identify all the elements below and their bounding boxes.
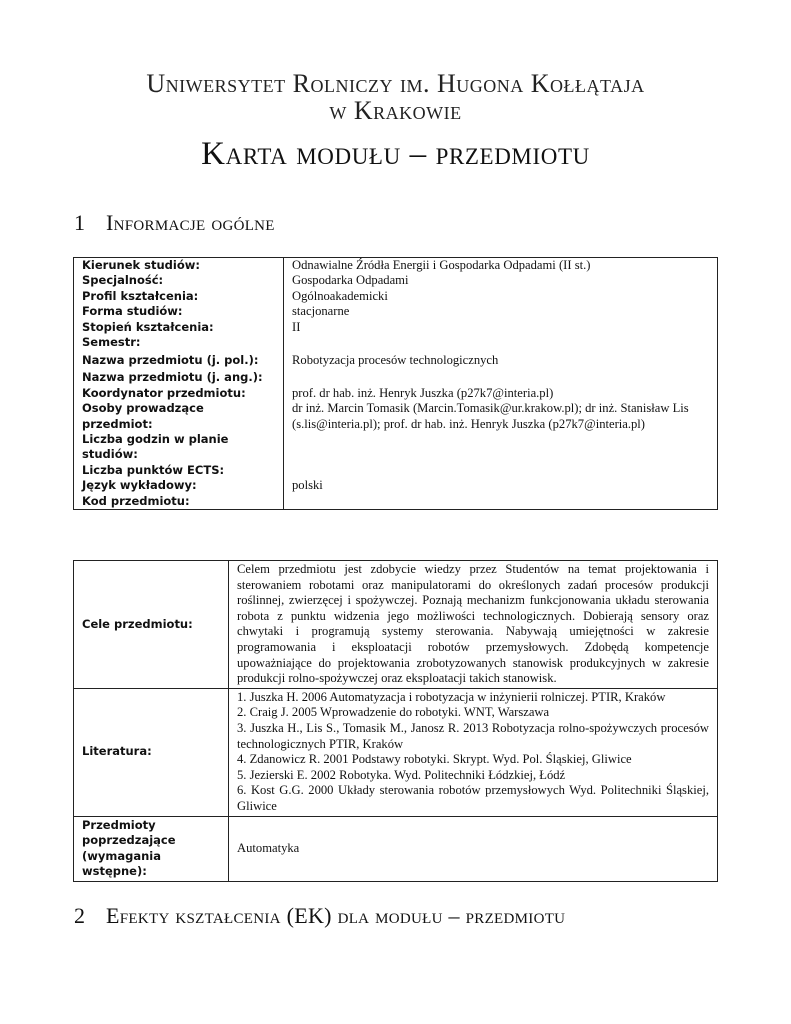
literature-item: 6. Kost G.G. 2000 Układy sterowania robotów przemysłowych Wyd. Politechniki Śląskiej, Gliwice	[237, 783, 709, 813]
row-value: Odnawialne Źródła Energii i Gospodarka Odpadami (II st.)	[284, 258, 718, 274]
literature-label: Literatura:	[74, 688, 229, 816]
row-value	[284, 370, 718, 385]
literature-item: 1. Juszka H. 2006 Automatyzacja i robotyzacja w inżynierii rolniczej. PTIR, Kraków	[237, 689, 666, 704]
table-row	[74, 258, 718, 274]
row-label: Nazwa przedmiotu (j. ang.):	[74, 370, 284, 385]
row-label: Liczba godzin w planie studiów:	[74, 432, 284, 463]
university-name	[0, 70, 791, 124]
literature-item: 3. Juszka H., Lis S., Tomasik M., Janosz R. 2013 Robotyzacja rolno-spożywczych procesów technologicznych PTIR, Kraków	[237, 720, 709, 751]
goals-label: Cele przedmiotu:	[74, 561, 229, 689]
table-row	[74, 688, 718, 816]
row-label: Specjalność:	[74, 273, 284, 288]
table-row	[74, 370, 718, 385]
section-number: 1	[74, 210, 86, 235]
document-title: Karta modułu – przedmiotu	[201, 136, 590, 172]
table-row	[74, 494, 718, 510]
goals-text: Celem przedmiotu jest zdobycie wiedzy przez Studentów na temat projektowania i sterowaniem robotami oraz manipulatorami do określonych zadań procesów produkcji roślinnej, zwierzęcej i spożywczej. Poznają mechanizm funkcjonowania układu sterowania robota z punktu widzenia jego możliwości technologicznych. Dobierają sensory oraz chwytaki i programują systemy sterowania. Nabywają umiejętności w zakresie programowania i eksploatacji robotów przemysłowych. Zdobędą kompetencje upoważniające do projektowania zrobotyzowanych stanowisk produkcyjnych w zakresie produkcji rolno-spożywczej oraz eksploatacji takich stanowisk.	[229, 561, 718, 689]
literature-item: 2. Craig J. 2005 Wprowadzenie do robotyki. WNT, Warszawa	[237, 705, 550, 720]
table-row	[74, 561, 718, 689]
prerequisites-label: Przedmioty poprzedzające (wymagania wstępne):	[74, 816, 229, 881]
row-value: Ogólnoakademicki	[284, 289, 718, 304]
table-row	[74, 401, 718, 432]
row-label: Język wykładowy:	[74, 478, 284, 493]
row-value	[284, 335, 718, 350]
row-value	[284, 432, 718, 463]
section-title: Efekty kształcenia (EK) dla modułu – przedmiotu	[106, 903, 566, 928]
table-row	[74, 335, 718, 350]
row-label: Koordynator przedmiotu:	[74, 386, 284, 401]
literature-list	[229, 688, 718, 816]
row-label: Nazwa przedmiotu (j. pol.):	[74, 350, 284, 370]
table-row	[74, 463, 718, 478]
literature-item: 4. Zdanowicz R. 2001 Podstawy robotyki. Skrypt. Wyd. Pol. Śląskiej, Gliwice	[237, 752, 632, 767]
literature-item: 5. Jezierski E. 2002 Robotyka. Wyd. Politechniki Łódzkiej, Łódź	[237, 767, 566, 782]
row-value: stacjonarne	[284, 304, 718, 319]
table-row	[74, 816, 718, 881]
university-line-2: w Krakowie	[329, 96, 462, 125]
course-details-table	[73, 560, 718, 882]
row-label: Semestr:	[74, 335, 284, 350]
general-info-table	[73, 257, 718, 510]
row-value: Robotyzacja procesów technologicznych	[284, 350, 718, 370]
table-row	[74, 350, 718, 370]
section-1-heading	[74, 210, 275, 236]
row-label: Kierunek studiów:	[74, 258, 284, 274]
row-value	[284, 494, 718, 510]
university-line-1: Uniwersytet Rolniczy im. Hugona Kołłątaja	[146, 69, 645, 98]
table-row	[74, 386, 718, 401]
row-label: Osoby prowadzące przedmiot:	[74, 401, 284, 432]
section-number: 2	[74, 903, 86, 928]
table-row	[74, 289, 718, 304]
table-row	[74, 304, 718, 319]
section-2-heading	[74, 903, 565, 929]
table-row	[74, 478, 718, 493]
row-value: Gospodarka Odpadami	[284, 273, 718, 288]
row-label: Liczba punktów ECTS:	[74, 463, 284, 478]
prerequisites-value: Automatyka	[229, 816, 718, 881]
row-label: Stopień kształcenia:	[74, 320, 284, 335]
section-title: Informacje ogólne	[106, 210, 275, 235]
table-row	[74, 273, 718, 288]
row-value: polski	[284, 478, 718, 493]
table-row	[74, 432, 718, 463]
row-label: Forma studiów:	[74, 304, 284, 319]
row-value: II	[284, 320, 718, 335]
table-row	[74, 320, 718, 335]
row-value: dr inż. Marcin Tomasik (Marcin.Tomasik@ur.krakow.pl); dr inż. Stanisław Lis (s.lis@interia.pl); prof. dr hab. inż. Henryk Juszka (p27k7@interia.pl)	[284, 401, 718, 432]
row-label: Kod przedmiotu:	[74, 494, 284, 510]
row-label: Profil kształcenia:	[74, 289, 284, 304]
row-value	[284, 463, 718, 478]
row-value: prof. dr hab. inż. Henryk Juszka (p27k7@interia.pl)	[284, 386, 718, 401]
